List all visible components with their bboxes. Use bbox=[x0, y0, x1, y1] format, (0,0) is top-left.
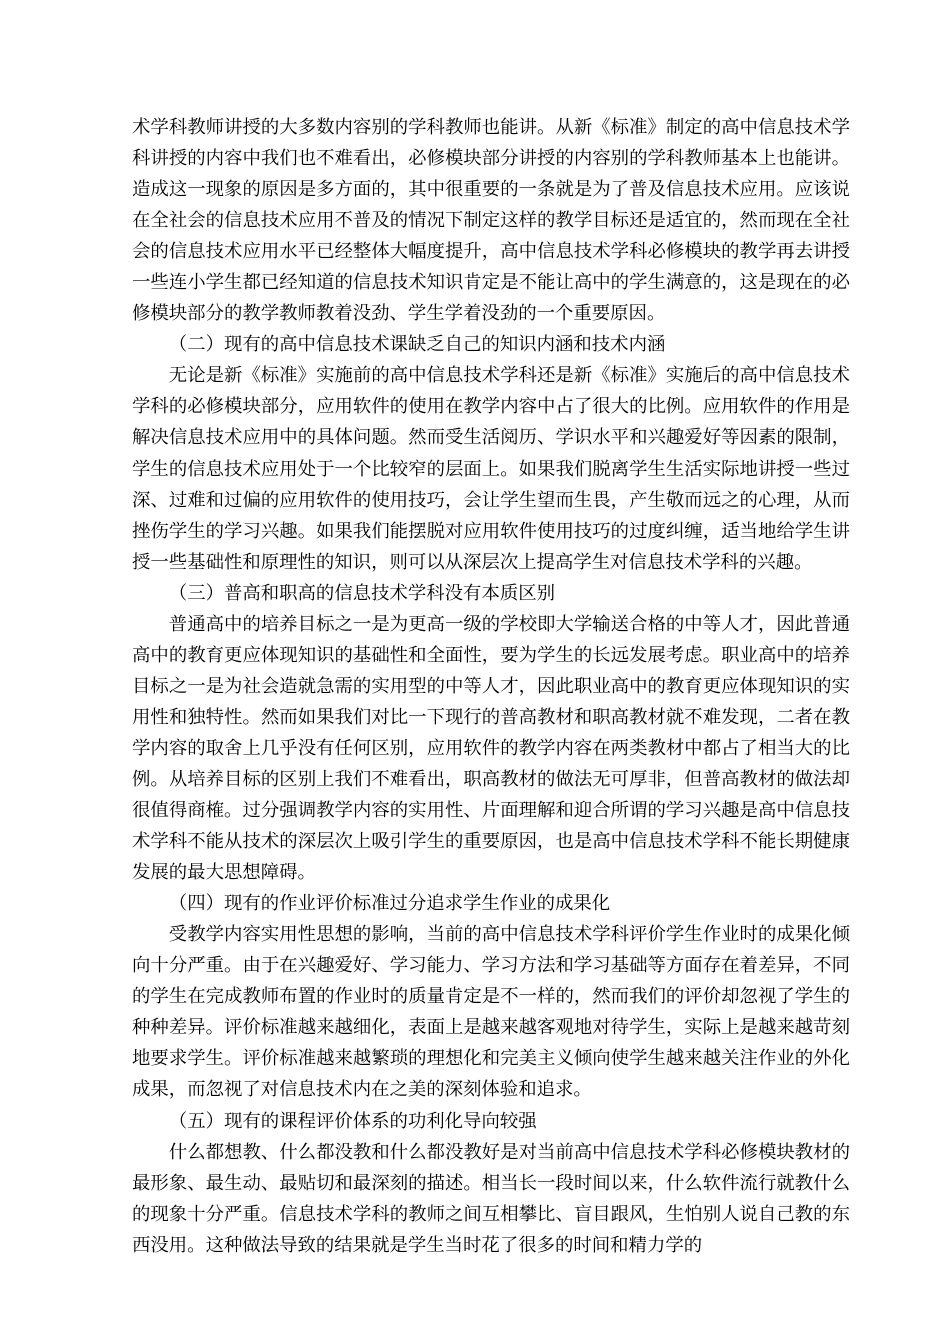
section-heading: （五）现有的课程评价体系的功利化导向较强 bbox=[168, 1110, 537, 1132]
document-body bbox=[132, 112, 850, 1261]
body-paragraph: 无论是新《标准》实施前的高中信息技术学科还是新《标准》实施后的高中信息技术学科的必修模块部分，应用软件的使用在教学内容中占了很大的比例。应用软件的作用是解决信息技术应用中的具体问题。然而受生活阅历、学识水平和兴趣爱好等因素的限制，学生的信息技术应用处于一个比较窄的层面上。如果我们脱离学生生活实际地讲授一些过深、过难和过偏的应用软件的使用技巧，会让学生望而生畏，产生敬而远之的心理，从而挫伤学生的学习兴趣。如果我们能摆脱对应用软件使用技巧的过度纠缠，适当地给学生讲授一些基础性和原理性的知识，则可以从深层次上提高学生对信息技术学科的兴趣。 bbox=[132, 365, 850, 573]
body-paragraph: 受教学内容实用性思想的影响，当前的高中信息技术学科评价学生作业时的成果化倾向十分严重。由于在兴趣爱好、学习能力、学习方法和学习基础等方面存在着差异，不同的学生在完成教师布置的作业时的质量肯定是不一样的，然而我们的评价却忽视了学生的种种差异。评价标准越来越细化，表面上是越来越客观地对待学生，实际上是越来越苛刻地要求学生。评价标准越来越繁琐的理想化和完美主义倾向使学生越来越关注作业的外化成果，而忽视了对信息技术内在之美的深刻体验和追求。 bbox=[132, 924, 850, 1101]
section-heading: （二）现有的高中信息技术课缺乏自己的知识内涵和技术内涵 bbox=[168, 334, 666, 356]
section-heading: （三）普高和职高的信息技术学科没有本质区别 bbox=[168, 582, 556, 604]
section-heading: （四）现有的作业评价标准过分追求学生作业的成果化 bbox=[168, 893, 611, 915]
body-paragraph: 术学科教师讲授的大多数内容别的学科教师也能讲。从新《标准》制定的高中信息技术学科讲授的内容中我们也不难看出，必修模块部分讲授的内容别的学科教师基本上也能讲。造成这一现象的原因是多方面的，其中很重要的一条就是为了普及信息技术应用。应该说在全社会的信息技术应用不普及的情况下制定这样的教学目标还是适宜的，然而现在全社会的信息技术应用水平已经整体大幅度提升，高中信息技术学科必修模块的教学再去讲授一些连小学生都已经知道的信息技术知识肯定是不能让高中的学生满意的，这是现在的必修模块部分的教学教师教着没劲、学生学着没劲的一个重要原因。 bbox=[132, 117, 850, 325]
body-paragraph: 普通高中的培养目标之一是为更高一级的学校即大学输送合格的中等人才，因此普通高中的教育更应体现知识的基础性和全面性，要为学生的长远发展考虑。职业高中的培养目标之一是为社会造就急需的实用型的中等人才，因此职业高中的教育更应体现知识的实用性和独特性。然而如果我们对比一下现行的普高教材和职高教材就不难发现，二者在教学内容的取舍上几乎没有任何区别，应用软件的教学内容在两类教材中都占了相当大的比例。从培养目标的区别上我们不难看出，职高教材的做法无可厚非，但普高教材的做法却很值得商榷。过分强调教学内容的实用性、片面理解和迎合所谓的学习兴趣是高中信息技术学科不能从技术的深层次上吸引学生的重要原因，也是高中信息技术学科不能长期健康发展的最大思想障碍。 bbox=[132, 613, 850, 884]
body-paragraph: 什么都想教、什么都没教和什么都没教好是对当前高中信息技术学科必修模块教材的最形象、最生动、最贴切和最深刻的描述。相当长一段时间以来，什么软件流行就教什么的现象十分严重。信息技术学科的教师之间互相攀比、盲目跟风，生怕别人说自己教的东西没用。这种做法导致的结果就是学生当时花了很多的时间和精力学的 bbox=[132, 1141, 850, 1256]
